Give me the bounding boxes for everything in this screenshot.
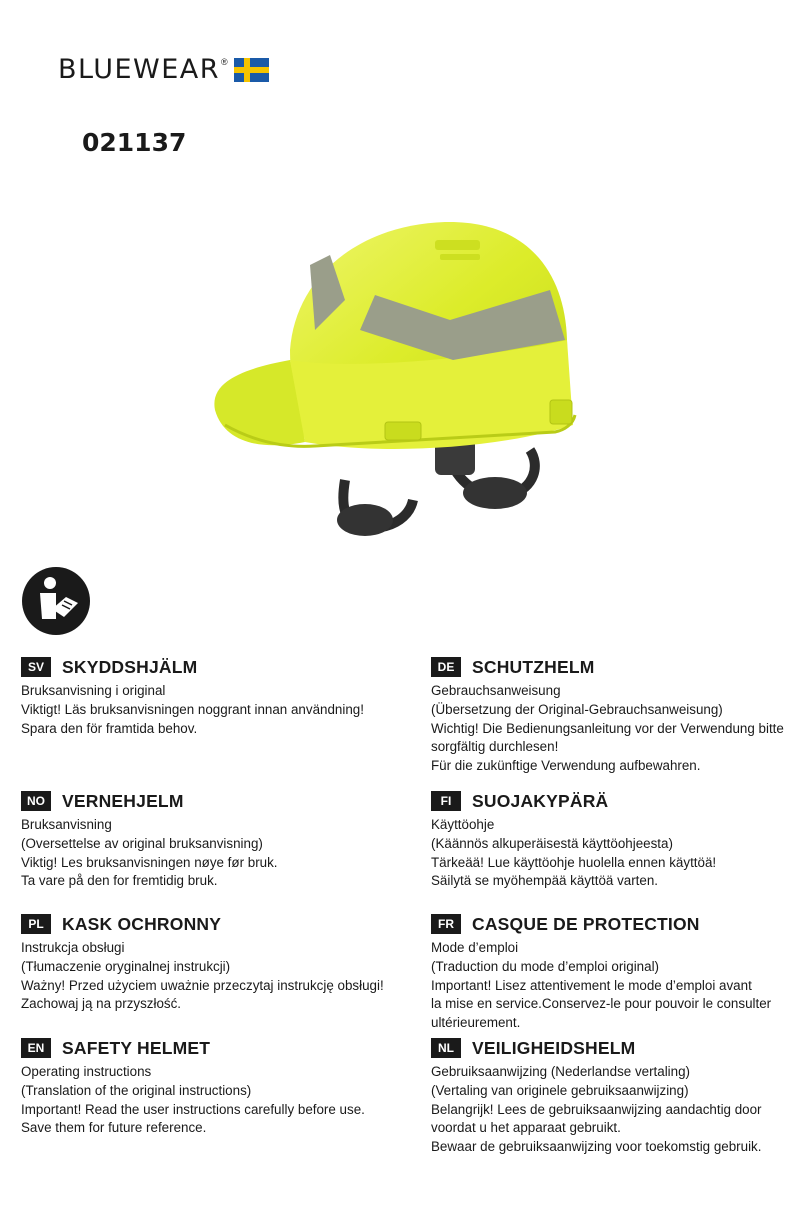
text-line: Instrukcja obsługi (21, 940, 125, 955)
text-line: Belangrijk! Lees de gebruiksaanwijzing aandachtig door (431, 1101, 762, 1117)
section-title: VEILIGHEIDSHELM (472, 1037, 636, 1058)
text-line: Tärkeää! Lue käyttöohje huolella ennen käyttöä! (431, 854, 717, 870)
language-badge: EN (21, 1038, 51, 1058)
language-badge: SV (21, 657, 51, 677)
text-line: Viktig! Les bruksanvisningen nøye før bruk. (21, 854, 278, 870)
section-sv (21, 656, 396, 738)
language-badge: FR (431, 914, 461, 934)
text-line: Gebruiksaanwijzing (Nederlandse vertaling) (431, 1064, 691, 1079)
text-line: Gebrauchsanweisung (431, 683, 561, 698)
language-badge: NO (21, 791, 51, 811)
text-line: Save them for future reference. (21, 1120, 207, 1136)
section-title: SAFETY HELMET (62, 1037, 211, 1058)
text-line: Zachowaj ją na przyszłość. (21, 996, 182, 1012)
section-nl (431, 1037, 806, 1157)
brand-logo (58, 54, 269, 85)
text-line: Operating instructions (21, 1064, 152, 1079)
text-line: (Oversettelse av original bruksanvisning) (21, 835, 263, 851)
text-line: (Tłumaczenie oryginalnej instrukcji) (21, 958, 231, 974)
language-badge: FI (431, 791, 461, 811)
text-line: Important! Read the user instructions carefully before use. (21, 1101, 365, 1117)
section-title: SKYDDSHJÄLM (62, 656, 198, 677)
text-line: Mode d’emploi (431, 940, 519, 955)
section-title: SCHUTZHELM (472, 656, 595, 677)
text-line: Spara den för framtida behov. (21, 720, 198, 736)
text-line: (Vertaling van originele gebruiksaanwijzing) (431, 1082, 689, 1098)
text-line: Important! Lisez attentivement le mode d’emploi avant (431, 977, 752, 993)
section-title: VERNEHJELM (62, 790, 184, 811)
section-title: CASQUE DE PROTECTION (472, 913, 700, 934)
language-badge: PL (21, 914, 51, 934)
text-line: Wichtig! Die Bedienungsanleitung vor der Verwendung bitte (431, 720, 784, 736)
product-code: 021137 (82, 128, 187, 157)
text-line: voordat u het apparaat gebruikt. (431, 1120, 621, 1136)
safety-helmet-illustration (195, 210, 595, 555)
text-line: Käyttöohje (431, 817, 495, 832)
section-fi (431, 790, 806, 891)
text-line: Bruksanvisning i original (21, 683, 166, 698)
section-title: KASK OCHRONNY (62, 913, 222, 934)
text-line: (Traduction du mode d’emploi original) (431, 958, 660, 974)
text-line: Für die zukünftige Verwendung aufbewahren. (431, 758, 701, 774)
text-line: (Translation of the original instructions) (21, 1082, 252, 1098)
brand-name: BLUEWEAR (58, 54, 221, 85)
read-manual-icon (22, 567, 90, 635)
text-line: (Käännös alkuperäisestä käyttöohjeesta) (431, 835, 673, 851)
section-no (21, 790, 396, 891)
section-de (431, 656, 806, 776)
text-line: Bewaar de gebruiksaanwijzing voor toekomstig gebruik. (431, 1139, 762, 1155)
section-pl (21, 913, 396, 1014)
text-line: Säilytä se myöhempää käyttöä varten. (431, 873, 659, 889)
language-badge: NL (431, 1038, 461, 1058)
text-line: la mise en service.Conservez-le pour pouvoir le consulter (431, 996, 772, 1012)
section-en (21, 1037, 396, 1138)
text-line: Viktigt! Läs bruksanvisningen noggrant innan användning! (21, 701, 364, 717)
text-line: ultérieurement. (431, 1015, 521, 1031)
text-line: Bruksanvisning (21, 817, 112, 832)
language-badge: DE (431, 657, 461, 677)
section-title: SUOJAKYPÄRÄ (472, 790, 609, 811)
section-fr (431, 913, 806, 1033)
text-line: sorgfältig durchlesen! (431, 739, 559, 755)
text-line: Ważny! Przed użyciem uważnie przeczytaj instrukcję obsługi! (21, 977, 384, 993)
registered-mark: ® (221, 56, 228, 67)
swedish-flag-icon (234, 58, 269, 82)
text-line: Ta vare på den for fremtidig bruk. (21, 873, 218, 889)
text-line: (Übersetzung der Original-Gebrauchsanweisung) (431, 701, 723, 717)
